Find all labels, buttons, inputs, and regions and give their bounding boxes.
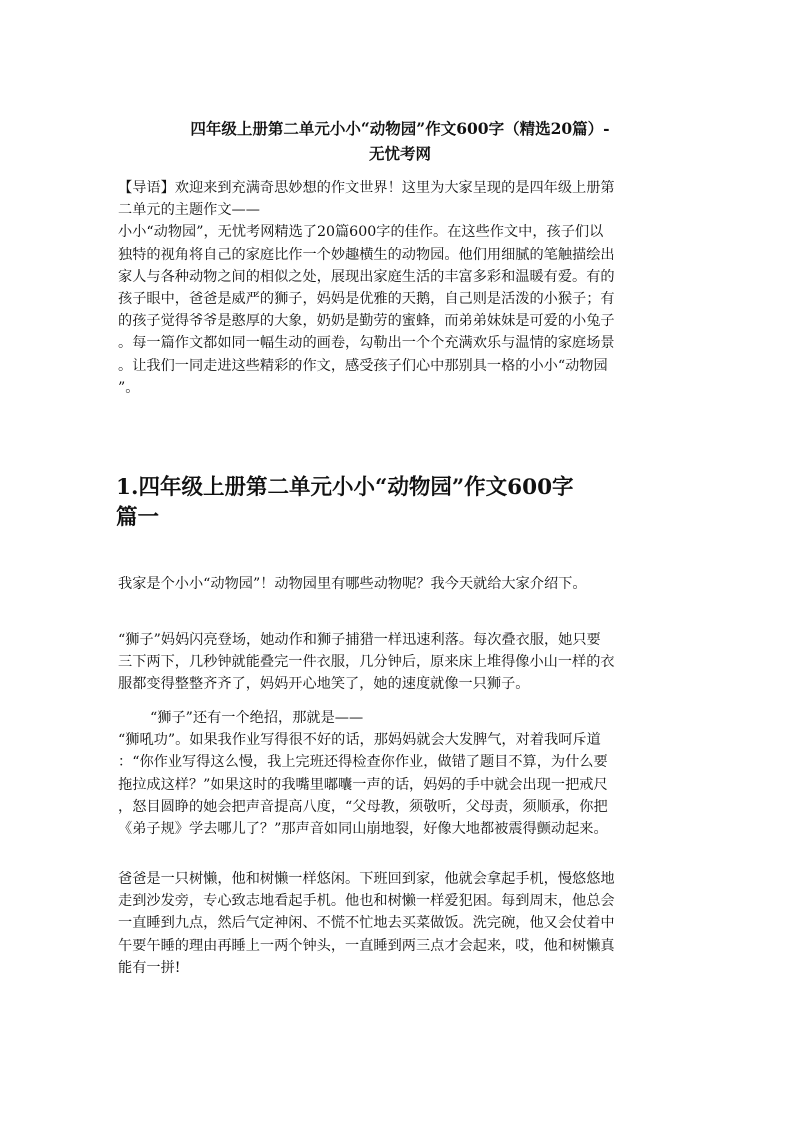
intro-line: 。每一篇作文都如同一幅生动的画卷，勾勒出一个个充满欢乐与温情的家庭场景 [118,335,615,352]
section-heading-line-2: 篇一 [116,505,160,530]
paragraph-line: “狮子”还有一个绝招，那就是—— [150,710,364,726]
paragraph-line: 拖拉成这样？”如果这时的我嘴里嘟囔一声的话，妈妈的手中就会出现一把戒尺 [118,776,608,793]
intro-paragraph [118,177,676,399]
paragraph-line: 午要午睡的理由再睡上一两个钟头，一直睡到两三点才会起来，哎，他和树懒真 [118,937,615,954]
paragraph-3 [118,707,676,840]
paragraph-line: 走到沙发旁，专心致志地看起手机。他也和树懒一样爱犯困。每到周末，他总会 [118,893,615,910]
intro-line: 孩子眼中，爸爸是威严的狮子，妈妈是优雅的天鹅，自己则是活泼的小猴子；有 [118,291,615,308]
paragraph-1 [118,573,676,595]
paragraph-line: 爸爸是一只树懒，他和树懒一样悠闲。下班回到家，他就会拿起手机，慢悠悠地 [118,871,615,887]
paragraph-line: 服都变得整整齐齐了，妈妈开心地笑了，她的速度就像一只狮子。 [118,676,530,693]
paragraph-4 [118,868,676,979]
paragraph-line: 三下两下，几秒钟就能叠完一件衣服，几分钟后，原来床上堆得像小山一样的衣 [118,654,615,671]
paragraph-line: 我家是个小小“动物园”！动物园里有哪些动物呢？我今天就给大家介绍下。 [118,576,587,592]
paragraph-line: 能有一拼! [118,959,181,976]
intro-line: 独特的视角将自己的家庭比作一个妙趣横生的动物园。他们用细腻的笔触描绘出 [118,246,615,263]
intro-line: 【导语】欢迎来到充满奇思妙想的作文世界！这里为大家呈现的是四年级上册第 [118,180,615,196]
paragraph-line: ：“你作业写得这么慢，我上完班还得检查你作业，做错了题目不算，为什么要 [118,754,608,771]
title-line-1: 四年级上册第二单元小小“动物园”作文600字（精选20篇）- [190,119,610,138]
paragraph-line: “狮吼功”。如果我作业写得很不好的话，那妈妈就会大发脾气，对着我呵斥道 [118,732,601,749]
paragraph-line: ，怒目圆睁的她会把声音提高八度，“父母教，须敬听，父母责，须顺承，你把 [118,798,608,815]
paragraph-line: 一直睡到九点，然后气定神闲、不慌不忙地去买菜做饭。洗完碗，他又会仗着中 [118,915,615,932]
section-heading-line-1: 1.四年级上册第二单元小小“动物园”作文600字 [116,475,574,500]
intro-line: 二单元的主题作文—— [118,202,260,219]
intro-line: ”。 [118,379,140,396]
intro-line: 家人与各种动物之间的相似之处，展现出家庭生活的丰富多彩和温暖有爱。有的 [118,268,615,285]
intro-line: 。让我们一同走进这些精彩的作文，感受孩子们心中那别具一格的小小“动物园 [118,357,608,374]
paragraph-line: “狮子”妈妈闪亮登场，她动作和狮子捕猎一样迅速利落。每次叠衣服，她只要 [118,632,601,648]
document-title [140,116,660,166]
intro-line: 的孩子觉得爷爷是憨厚的大象，奶奶是勤劳的蜜蜂，而弟弟妹妹是可爱的小兔子 [118,313,615,330]
paragraph-2 [118,629,676,696]
section-heading [116,473,676,533]
paragraph-line: 《弟子规》学去哪儿了？”那声音如同山崩地裂，好像大地都被震得颤动起来。 [118,821,608,838]
intro-line: 小小“动物园”，无忧考网精选了20篇600字的佳作。在这些作文中，孩子们以 [118,224,604,241]
title-line-2: 无忧考网 [368,144,431,163]
